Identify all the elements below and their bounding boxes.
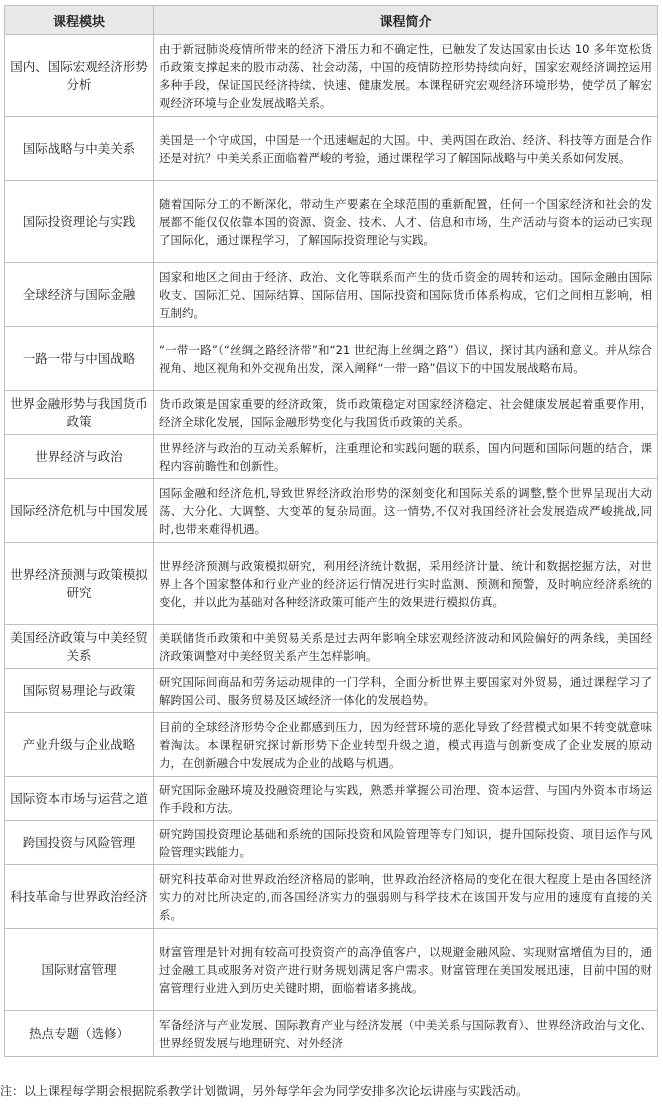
header-module: 课程模块: [5, 6, 154, 35]
table-row: [5, 327, 658, 391]
module-cell: 美国经济政策与中美经贸关系: [5, 625, 154, 669]
module-cell: 世界经济预测与政策模拟研究: [5, 543, 154, 625]
course-table: [4, 5, 658, 1057]
module-cell: 国际贸易理论与政策: [5, 669, 154, 713]
intro-cell: 研究国际金融环境及投融资理论与实践，熟悉并掌握公司治理、资本运营、与国内外资本市场运作手段和方法。: [154, 777, 658, 821]
module-cell: 世界金融形势与我国货币政策: [5, 391, 154, 435]
table-row: [5, 625, 658, 669]
module-cell: 国际战略与中美关系: [5, 117, 154, 181]
intro-cell: 美国是一个守成国，中国是一个迅速崛起的大国。中、美两国在政治、经济、科技等方面是合作还是对抗？中美关系正面临着严峻的考验，通过课程学习了解国际战略与中美关系如何发展。: [154, 117, 658, 181]
module-cell: 世界经济与政治: [5, 435, 154, 479]
table-row: [5, 479, 658, 543]
module-cell: 国际财富管理: [5, 929, 154, 1011]
module-cell: 国际资本市场与运营之道: [5, 777, 154, 821]
table-row: [5, 777, 658, 821]
header-intro: 课程简介: [154, 6, 658, 35]
intro-cell: 研究科技革命对世界政治经济格局的影响，世界政治经济格局的变化在很大程度上是由各国经济实力的对比所决定的,而各国经济实力的强弱则与科学技术在该国开发与应用的速度有直接的关系。: [154, 865, 658, 929]
module-cell: 跨国投资与风险管理: [5, 821, 154, 865]
module-cell: 产业升级与企业战略: [5, 713, 154, 777]
footnote: 注：以上课程每学期会根据院系教学计划微调，另外每学年会为同学安排多次论坛讲座与实践活动。: [0, 1084, 529, 1098]
table-row: [5, 391, 658, 435]
table-row: [5, 865, 658, 929]
module-cell: 科技革命与世界政治经济: [5, 865, 154, 929]
table-row: [5, 117, 658, 181]
intro-cell: 世界经济与政治的互动关系解析，注重理论和实践问题的联系，国内问题和国际问题的结合，课程内容前瞻性和创新性。: [154, 435, 658, 479]
module-cell: 全球经济与国际金融: [5, 263, 154, 327]
table-row: [5, 263, 658, 327]
table-header-row: [5, 6, 658, 35]
intro-cell: 研究跨国投资理论基础和系统的国际投资和风险管理等专门知识，提升国际投资、项目运作与风险管理实践能力。: [154, 821, 658, 865]
module-cell: 热点专题（选修）: [5, 1011, 154, 1057]
intro-cell: “一带一路”（“丝绸之路经济带”和“21 世纪海上丝绸之路”）倡议，探讨其内涵和意义。并从综合视角、地区视角和外交视角出发，深入阐释“一带一路”倡议下的中国发展战略布局。: [154, 327, 658, 391]
intro-cell: 研究国际间商品和劳务运动规律的一门学科，全面分析世界主要国家对外贸易，通过课程学习了解跨国公司、服务贸易及区域经济一体化的发展趋势。: [154, 669, 658, 713]
intro-cell: 财富管理是针对拥有较高可投资资产的高净值客户，以规避金融风险、实现财富增值为目的，通过金融工具或服务对资产进行财务规划满足客户需求。财富管理在美国发展迅速，目前中国的财富管理行业进入到历史关键时期，面临着诸多挑战。: [154, 929, 658, 1011]
table-row: [5, 1011, 658, 1057]
table-row: [5, 669, 658, 713]
table-row: [5, 713, 658, 777]
intro-cell: 国家和地区之间由于经济、政治、文化等联系而产生的货币资金的周转和运动。国际金融由国际收支、国际汇兑、国际结算、国际信用、国际投资和国际货币体系构成，它们之间相互影响，相互制约。: [154, 263, 658, 327]
table-row: [5, 929, 658, 1011]
intro-cell: 军备经济与产业发展、国际教育产业与经济发展（中美关系与国际教育）、世界经济政治与文化、世界经贸发展与地理研究、对外经济: [154, 1011, 658, 1057]
table-row: [5, 181, 658, 263]
module-cell: 国际经济危机与中国发展: [5, 479, 154, 543]
table-row: [5, 35, 658, 117]
intro-cell: 由于新冠肺炎疫情所带来的经济下滑压力和不确定性，已触发了发达国家由长达 10 多年宽松货币政策支撑起来的股市动荡、社会动荡，中国的疫情防控形势持续向好，国家宏观经济调控运用多种手段，保证国民经济持续、快速、健康发展。本课程研究宏观经济环境形势，使学员了解宏观经济环境与企业发展战略关系。: [154, 35, 658, 117]
module-cell: 一路一带与中国战略: [5, 327, 154, 391]
intro-cell: 货币政策是国家重要的经济政策，货币政策稳定对国家经济稳定、社会健康发展起着重要作用，经济全球化发展，国际金融形势变化与我国货币政策的关系。: [154, 391, 658, 435]
table-row: [5, 543, 658, 625]
table-row: [5, 435, 658, 479]
intro-cell: 世界经济预测与政策模拟研究，利用经济统计数据，采用经济计量、统计和数据挖掘方法，对世界上各个国家整体和行业产业的经济运行情况进行实时监测、预测和预警，及时响应经济系统的变化，并以此为基础对各种经济政策可能产生的效果进行模拟仿真。: [154, 543, 658, 625]
module-cell: 国际投资理论与实践: [5, 181, 154, 263]
intro-cell: 美联储货币政策和中美贸易关系是过去两年影响全球宏观经济波动和风险偏好的两条线，美国经济政策调整对中美经贸关系产生怎样影响。: [154, 625, 658, 669]
module-cell: 国内、国际宏观经济形势分析: [5, 35, 154, 117]
intro-cell: 国际金融和经济危机,导致世界经济政治形势的深刻变化和国际关系的调整,整个世界呈现出大动荡、大分化、大调整、大变革的复杂局面。这一情势,不仅对我国经济社会发展造成严峻挑战,同时,也带来难得机遇。: [154, 479, 658, 543]
intro-cell: 随着国际分工的不断深化，带动生产要素在全球范围的重新配置，任何一个国家经济和社会的发展都不能仅仅依靠本国的资源、资金、技术、人才、信息和市场，生产活动与资本的运动已实现了国际化，通过课程学习，了解国际投资理论与实践。: [154, 181, 658, 263]
intro-cell: 目前的全球经济形势令企业都感到压力，因为经营环境的恶化导致了经营模式如果不转变就意味着淘汰。本课程研究探讨新形势下企业转型升级之道，模式再造与创新变成了企业发展的原动力，在创新融合中发展成为企业的战略与机遇。: [154, 713, 658, 777]
table-row: [5, 821, 658, 865]
